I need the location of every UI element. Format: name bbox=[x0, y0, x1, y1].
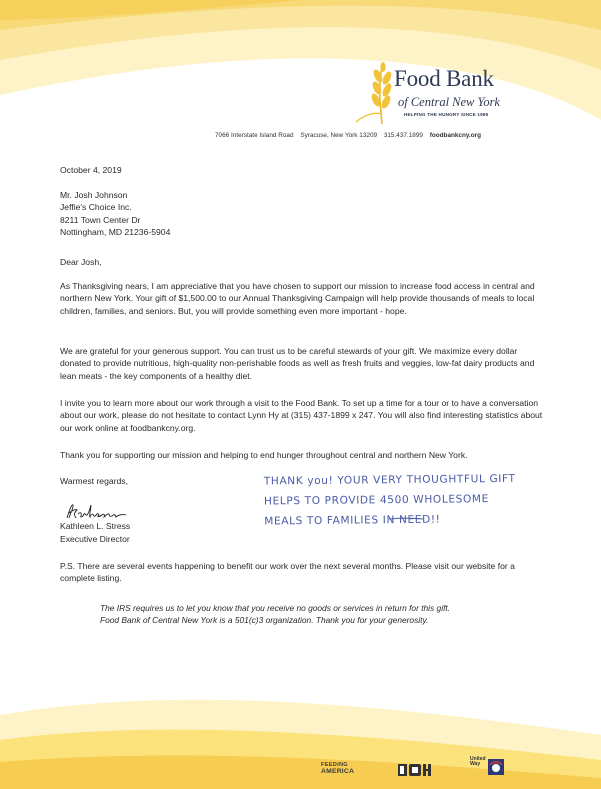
signature bbox=[64, 502, 136, 522]
feeding-america-logo bbox=[321, 762, 361, 780]
org-website: foodbankcny.org bbox=[429, 132, 482, 139]
food-bank-logo bbox=[352, 62, 522, 132]
signer-title: Executive Director bbox=[60, 534, 130, 544]
irs-notice bbox=[100, 602, 540, 627]
org-phone: 315.437.1899 bbox=[383, 132, 423, 139]
handwritten-underline bbox=[388, 516, 424, 522]
handwritten-line: THANK you! YOUR VERY THOUGHTFUL GIFT bbox=[263, 472, 516, 488]
paragraph: As Thanksgiving nears, I am appreciative that you have chosen to support our mission to increase food access in central and northern New York. Your gift of $1,500.00 to our Annual Thanksgiving Campaign will help provide thousands of meals to local children, families, and seniors. But, you will provide something even more important - hope. bbox=[60, 281, 535, 316]
handwritten-line: HELPS TO PROVIDE 4500 WHOLESOME bbox=[263, 493, 489, 508]
letter-date: October 4, 2019 bbox=[60, 165, 122, 175]
wheat-icon bbox=[352, 62, 396, 126]
salutation: Dear Josh, bbox=[60, 257, 102, 267]
feeding-america-bottom: AMERICA bbox=[321, 768, 355, 775]
recipient-address bbox=[60, 189, 170, 238]
paragraph: We are grateful for your generous support. You can trust us to be careful stewards of your gift. We maximize every dollar donated to provide nutritious, high-quality non-perishable foods as well as fresh fruits and veggies, low-fat dairy products and lean meats - the key components of a healthy diet. bbox=[60, 346, 535, 381]
logo-name: Food Bank bbox=[394, 66, 494, 91]
united-way-logo bbox=[470, 757, 504, 779]
recipient-line: Mr. Josh Johnson bbox=[60, 190, 128, 200]
paragraph: Thank you for supporting our mission and helping to end hunger throughout central and northern New York. bbox=[60, 450, 468, 460]
footer-swoosh bbox=[0, 680, 601, 789]
paragraph: I invite you to learn more about our work through a visit to the Food Bank. To set up a time for a tour or to have a conversation about our work, please do not hesitate to contact Lynn Hy at (315) 437-1899 x 247. You will also find interesting statistics about our work online at foodbankcny.org. bbox=[60, 398, 543, 433]
closing: Warmest regards, bbox=[60, 476, 128, 486]
united-way-label: United Way bbox=[470, 756, 486, 767]
postscript: P.S. There are several events happening to benefit our work over the next several months. Please visit our website for a complete listing. bbox=[60, 561, 515, 584]
handwritten-line: MEALS TO FAMILIES IN NEED!! bbox=[264, 513, 441, 528]
feeding-america-top: FEEDING bbox=[321, 762, 348, 768]
irs-line: Food Bank of Central New York is a 501(c)3 organization. Thank you for your generosity. bbox=[100, 615, 429, 626]
logo-subtitle: of Central New York bbox=[398, 95, 500, 109]
handwritten-note bbox=[264, 469, 545, 532]
united-way-emblem-icon bbox=[488, 759, 504, 775]
recipient-line: Jeffie's Choice Inc. bbox=[60, 202, 132, 213]
org-city: Syracuse, New York 13209 bbox=[300, 132, 378, 139]
contact-line bbox=[215, 132, 481, 139]
logo-tagline: HELPING THE HUNGRY SINCE 1985 bbox=[404, 112, 489, 117]
recipient-line: Nottingham, MD 21236-5904 bbox=[60, 226, 171, 237]
irs-line: The IRS requires us to let you know that you receive no goods or services in return for this gift. bbox=[100, 603, 451, 613]
signer-name: Kathleen L. Stress bbox=[60, 521, 131, 531]
org-address: 7066 Interstate Island Road bbox=[215, 132, 294, 139]
department-of-health-logo bbox=[398, 763, 436, 777]
recipient-line: 8211 Town Center Dr bbox=[60, 214, 141, 225]
